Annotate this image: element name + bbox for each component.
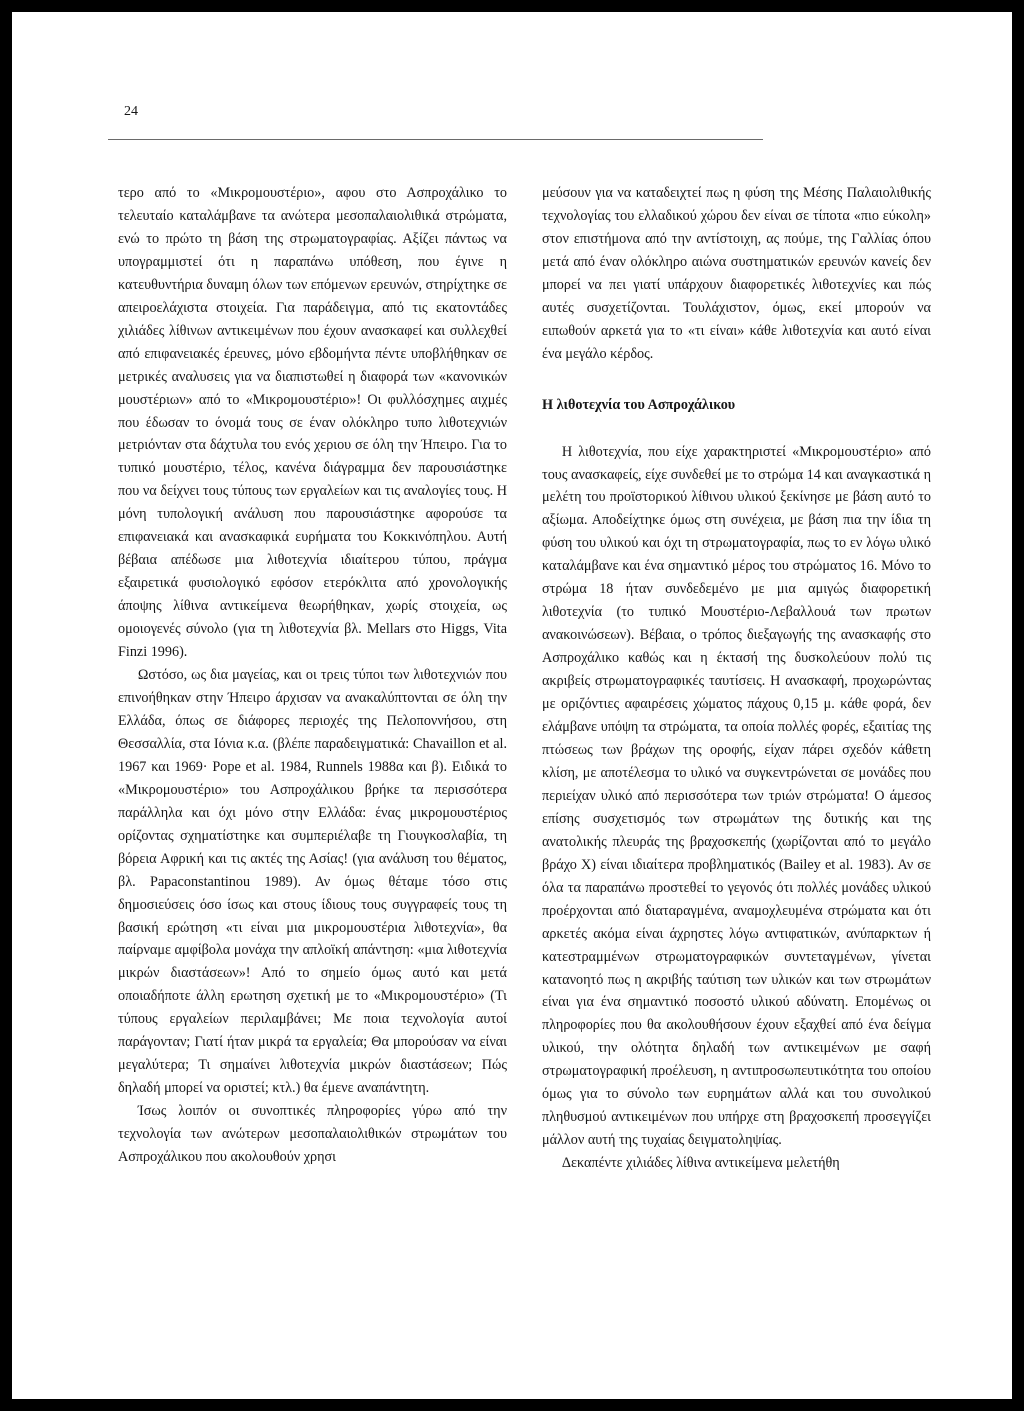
right-column: [542, 182, 931, 1175]
paragraph: Ίσως λοιπόν οι συνοπτικές πληροφορίες γύρω από την τεχνολογία των ανώτερων μεσοπαλαιολιθικών στρωμάτων του Ασπροχάλικου που ακολουθούν χρησι: [118, 1103, 507, 1166]
document-page: [12, 12, 1012, 1399]
section-heading: Η λιθοτεχνία του Ασπροχάλικου: [542, 396, 736, 413]
page-number: 24: [124, 104, 138, 119]
paragraph: Η λιθοτεχνία, που είχε χαρακτηριστεί «Μικρομουστέριο» από τους ανασκαφείς, είχε συνδεθεί με το στρώμα 14 και αναγκαστικά η μελέτη του προϊστορικού λίθινου υλικού ξεκίνησε με βάση αυτό το αξίωμα. Αποδείχτηκε όμως στη συνέχεια, με βάση πια την ίδια τη φύση του υλικού και όχι τη στρωματογραφία, πως το εν λόγω υλικό καταλάμβανε και ένα σημαντικό μέρος του στρώματος 16. Μόνο το στρώμα 18 ήταν συνδεδεμένο με μια αμιγώς διαφορετική λιθοτεχνία (το τυπικό Μουστέριο-Λεβαλλουά των πρωτων ανακοινώσεων). Βέβαια, ο τρόπος διεξαγωγής της ανασκαφής στο Ασπροχάλικο καθώς και η έκτασή της δυσκολεύουν πολύ τις ακριβείς στρωματογραφικές ταυτίσεις. Η ανασκαφή, προχωρώντας με οριζόντιες αφαιρέσεις χώματος πάχους 0,15 μ. κάθε φορά, δεν ελάμβανε υπόψη τα στρώματα, τα οποία πολλές φορές, εξαιτίας της πτώσεως των βράχων της οροφής, είχαν πάρει σχεδόν κάθετη κλίση, με αποτέλεσμα το υλικό να συγκεντρώνεται σε μονάδες που περιείχαν υλικό από περισσότερα των τριών στρώματα! Ο άμεσος επίσης συσχετισμός των στρωμάτων της δυτικής και της ανατολικής πλευράς της βραχοσκεπής (χωρίζονται από το μεγάλο βράχο Χ) είναι ιδιαίτερα προβληματικός (Bailey et al. 1983). Αν σε όλα τα παραπάνω προστεθεί το γεγονός ότι πολλές μονάδες υλικού προέρχονται από διαταραγμένα, αναμοχλευμένα στρώματα και ότι αρκετές ακόμα είναι άχρηστες λόγω αντιφατικών, ανύπαρκτων ή κατεστραμμένων στρωματογραφικών συντεταγμένων, γίνεται κατανοητό πως η ακριβής ταύτιση των υλικών και των στρωμάτων είναι για ένα σημαντικό ποσοστό υλικού αδύνατη. Επομένως οι πληροφορίες που θα ακολουθήσουν έχουν εξαχθεί από ένα δείγμα υλικού, την ολότητα δηλαδή των αντικειμένων με σαφή στρωματογραφική προέλευση, η αντιπροσωπευτικότητα του οποίου όμως για το σύνολο των ευρημάτων αλλά και του συνολικού πληθυσμού αντικειμένων που υπήρχε στη βραχοσκεπή προσεγγίζει μάλλον αυτή της τυχαίας δειγματοληψίας.: [542, 443, 931, 1149]
paragraph: Δεκαπέντε χιλιάδες λίθινα αντικείμενα μελετήθη: [561, 1155, 840, 1172]
paragraph: τερο από το «Μικρομουστέριο», αφου στο Ασπροχάλικο το τελευταίο καταλάμβανε τα ανώτερα μεσοπαλαιολιθικά στρώματα, ενώ το πρώτο τη βάση της στρωματογραφίας. Αξίζει πάντως να υπογραμμιστεί ότι η παραπάνω υπόθεση, που έγινε η κατευθυντήρια δυναμη όλων των επόμενων ερευνών, στηρίχτηκε σε απειροελάχιστα στοιχεία. Για παράδειγμα, από τις εκατοντάδες χιλιάδες λίθινων αντικειμένων που έχουν ανασκαφεί και συλλεχθεί από επιφανειακές έρευνες, μόνο εβδομήντα πέντε υποβλήθηκαν σε μετρικές αναλυσεις για να διαπιστωθεί η διαφορά των «κανονικών μουστέριων» από το «Μικρομουστέριο»! Οι φυλλόσχημες αιχμές που έδωσαν το όνομά τους σε έναν ολόκληρο τυπο λιθοτεχνιών μετριόνταν στα δάχτυλα του ενός χεριου σε όλη την Ήπειρο. Για το τυπικό μουστέριο, τέλος, κανένα διάγραμμα δεν παρουσιάστηκε που να δείχνει τους τύπους των εργαλείων και τις αναλογίες τους. Η μόνη τυπολογική ανάλυση που παρουσιάστηκε αφορούσε τα επιφανειακά και ανασκαφικά ευρήματα του Κοκκινόπηλου. Αυτή βέβαια απέδωσε μια λιθοτεχνία ιδιαίτερου τύπου, πράγμα εξαιρετικά φυσιολογικό εφόσον ετερόκλιτα από χρονολογικής άποψης λίθινα αντικείμενα θεωρήθηκαν, χωρίς στοιχεία, ως ομοιογενές σύνολο (για τη λιθοτεχνία βλ. Mellars στο Higgs, Vita Finzi 1996).: [118, 185, 507, 661]
left-column: [118, 182, 507, 1169]
paragraph: Ωστόσο, ως δια μαγείας, και οι τρεις τύποι των λιθοτεχνιών που επινοήθηκαν στην Ήπειρο άρχισαν να ανακαλύπτονται σε όλη την Ελλάδα, όπως σε διάφορες περιοχές της Πελοποννήσου, στη Θεσσαλλία, στα Ιόνια κ.α. (βλέπε παραδειγματικά: Chavaillon et al. 1967 και 1969· Pope et al. 1984, Runnels 1988α και β). Ειδικά το «Μικρομουστέριο» του Ασπροχάλικου βρήκε τα περισσότερα παράλληλα και όχι μόνο στην Ελλάδα: ένας μικρομουστέριος ορίζοντας σχηματίστηκε και συμπεριέλαβε τη Γιουγκοσλαβία, τη βόρεια Αφρική και τις ακτές της Ασίας! (για ανάλυση του θέματος, βλ. Papaconstantinou 1989). Αν όμως θέταμε τόσο στις δημοσιεύσεις όσο ίσως και στους ίδιους τους συγγραφείς τους τη βασική ερώτηση «τι είναι μια μικρομουστέρια λιθοτεχνία», θα παίρναμε αμφίβολα μονάχα την απλοϊκή απάντηση: «μια λιθοτεχνία μικρών διαστάσεων»! Από το σημείο όμως αυτό και μετά οποιαδήποτε άλλη ερωτηση σχετική με το «Μικρομουστέριο» (Τι τύπους εργαλείων περιλαμβάνει; Με ποια τεχνολογία αυτοί παράγονταν; Γιατί ήταν μικρά τα εργαλεία; Θα μπορούσαν να είναι μεγαλύτερα; Τι σημαίνει λιθοτεχνία μικρών διαστάσεων; Πώς δηλαδή μπορεί να οριστεί; κτλ.) θα έμενε αναπάντητη.: [118, 667, 507, 1097]
paragraph: μεύσουν για να καταδειχτεί πως η φύση της Μέσης Παλαιολιθικής τεχνολογίας του ελλαδικού χώρου δεν είναι σε τίποτα «πιο εύκολη» στον επιστήμονα από την αντίστοιχη, ας πούμε, της Γαλλίας όπου μετά από έναν ολόκληρο αιώνα συστηματικών ερευνών κανείς δεν μπορεί να πει γιατί υπάρχουν διαφορετικές λιθοτεχνίες και πώς αυτές συσχετίζονται. Τουλάχιστον, όμως, εκεί μπορούν να ειπωθούν αρκετά για το «τι είναι» κάθε λιθοτεχνία και αυτό είναι ένα μεγάλο κέρδος.: [542, 185, 931, 362]
header-rule: [108, 139, 763, 140]
